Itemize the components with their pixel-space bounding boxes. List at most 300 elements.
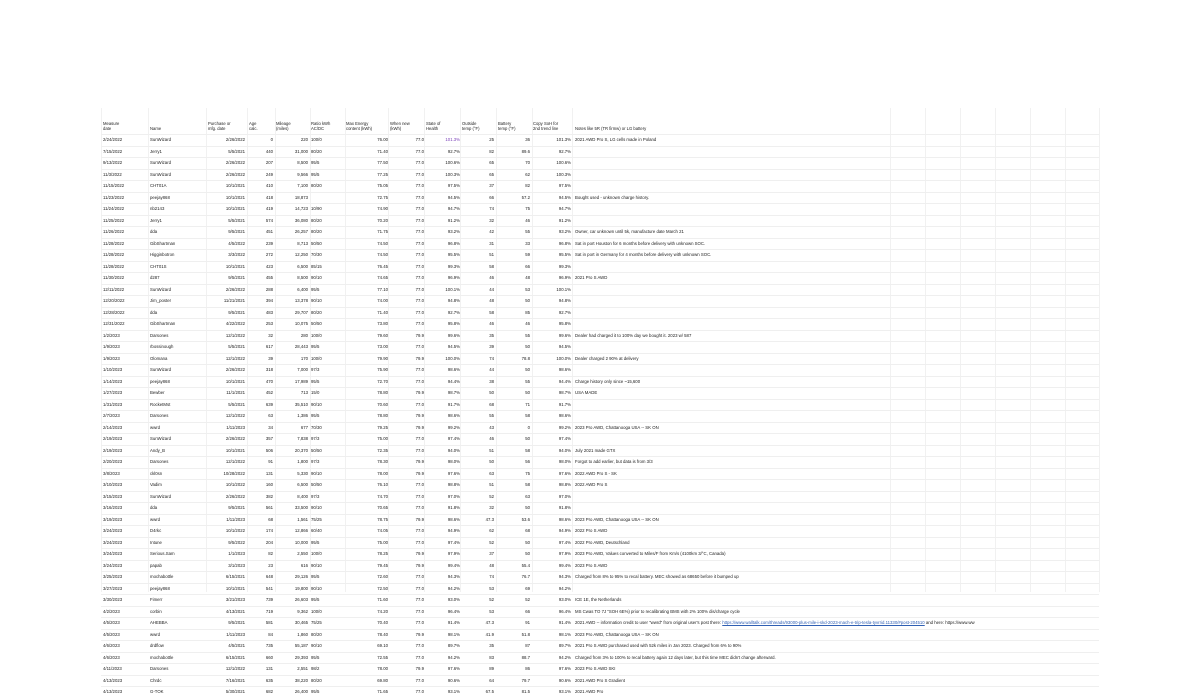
cell-age[interactable]: 617 — [265, 344, 273, 349]
cell-measure-date[interactable]: 3/30/2023 — [103, 597, 123, 602]
cell-ratio[interactable]: 98/2 — [311, 666, 320, 671]
cell-outside-temp[interactable]: 74 — [489, 574, 494, 579]
cell-max-energy[interactable]: 78.00 — [377, 666, 388, 671]
cell-notes[interactable] — [575, 538, 1098, 548]
cell-mileage[interactable]: 170 — [300, 355, 308, 361]
cell-measure-date[interactable]: 4/5/2023 — [103, 620, 120, 625]
table-row[interactable] — [101, 238, 1099, 250]
cell-measure-date[interactable]: 4/13/2023 — [103, 677, 123, 683]
cell-outside-temp[interactable]: 51 — [489, 482, 494, 487]
cell-outside-temp[interactable]: 89 — [489, 666, 494, 671]
cell-name[interactable]: CHT01A — [150, 183, 167, 188]
cell-max-energy[interactable]: 74.50 — [377, 240, 388, 246]
cell-outside-temp[interactable]: 51 — [489, 447, 494, 453]
cell-outside-temp[interactable]: 42 — [489, 229, 494, 234]
cell-soh[interactable]: 97.6% — [447, 470, 460, 476]
cell-age[interactable]: 574 — [265, 217, 273, 223]
table-row[interactable] — [101, 399, 1099, 411]
cell-age[interactable]: 253 — [265, 321, 273, 326]
cell-mileage[interactable]: 10,075 — [294, 321, 308, 326]
cell-when-new[interactable]: 79.9 — [415, 459, 424, 464]
cell-soh[interactable]: 100.6% — [445, 160, 460, 165]
cell-soh[interactable]: 97.4% — [447, 539, 460, 545]
cell-copy-soh[interactable]: 100.0% — [556, 355, 571, 361]
cell-when-new[interactable]: 77.0 — [415, 217, 424, 223]
cell-soh[interactable]: 92.7% — [447, 309, 460, 315]
table-row[interactable] — [101, 353, 1099, 365]
cell-when-new[interactable]: 79.9 — [415, 516, 424, 522]
cell-soh[interactable]: 94.5% — [447, 194, 460, 200]
cell-copy-soh[interactable]: 92.7% — [558, 148, 571, 154]
cell-max-energy[interactable]: 72.55 — [377, 654, 388, 660]
table-row[interactable] — [101, 226, 1099, 238]
cell-notes[interactable] — [575, 572, 1098, 582]
cell-purchase-date[interactable]: 10/28/2022 — [223, 470, 245, 476]
cell-max-energy[interactable]: 72.50 — [377, 585, 388, 591]
cell-purchase-date[interactable]: 11/1/2021 — [226, 390, 245, 395]
cell-max-energy[interactable]: 78.75 — [377, 516, 388, 522]
cell-soh[interactable]: 98.0% — [447, 459, 460, 464]
cell-ratio[interactable]: 95/5 — [311, 597, 320, 602]
cell-purchase-date[interactable]: 4/22/2022 — [225, 321, 245, 326]
cell-purchase-date[interactable]: 3/3/2022 — [228, 252, 245, 257]
cell-copy-soh[interactable]: 94.5% — [558, 344, 571, 349]
cell-age[interactable]: 34 — [268, 424, 273, 430]
table-row[interactable] — [101, 468, 1099, 480]
cell-when-new[interactable]: 77.0 — [415, 194, 424, 200]
cell-outside-temp[interactable]: 44 — [489, 286, 494, 292]
cell-age[interactable]: 288 — [265, 286, 273, 292]
cell-measure-date[interactable]: 11/28/2022 — [103, 263, 125, 269]
cell-notes[interactable] — [575, 273, 1098, 283]
cell-measure-date[interactable]: 4/6/2023 — [103, 654, 120, 660]
cell-when-new[interactable]: 77.0 — [415, 183, 424, 188]
cell-soh[interactable]: 98.6% — [447, 413, 460, 418]
cell-soh[interactable]: 100.3% — [445, 171, 460, 177]
cell-notes[interactable] — [575, 135, 1098, 145]
cell-ratio[interactable]: 97/3 — [311, 367, 320, 372]
cell-name[interactable]: drdflow — [150, 643, 164, 648]
table-row[interactable] — [101, 548, 1099, 560]
cell-mileage[interactable]: 616 — [300, 562, 308, 568]
cell-measure-date[interactable]: 11/3/2022 — [103, 171, 122, 177]
cell-when-new[interactable]: 77.0 — [415, 677, 424, 683]
table-row[interactable] — [101, 652, 1099, 664]
header-when-new[interactable]: When new (kWh) — [390, 121, 410, 132]
cell-name[interactable]: dda — [150, 229, 158, 234]
cell-max-energy[interactable]: 71.60 — [377, 597, 388, 602]
table-row[interactable] — [101, 272, 1099, 284]
cell-name[interactable]: Darsones — [150, 459, 169, 464]
cell-mileage[interactable]: 19,800 — [294, 585, 308, 591]
cell-purchase-date[interactable]: 12/1/2022 — [225, 666, 245, 671]
cell-max-energy[interactable]: 72.60 — [377, 574, 388, 579]
cell-soh[interactable]: 94.3% — [447, 574, 460, 579]
cell-name[interactable]: Bewber — [150, 390, 165, 395]
cell-copy-soh[interactable]: 97.6% — [558, 666, 571, 671]
cell-when-new[interactable]: 77.0 — [415, 275, 424, 280]
cell-outside-temp[interactable]: 53 — [489, 608, 494, 614]
cell-max-energy[interactable]: 78.80 — [377, 413, 388, 418]
cell-purchase-date[interactable]: 5/5/2021 — [228, 148, 245, 154]
cell-outside-temp[interactable]: 66 — [489, 194, 494, 200]
table-row[interactable] — [101, 663, 1099, 675]
cell-mileage[interactable]: 30,465 — [294, 620, 308, 625]
cell-soh[interactable]: 101.3% — [445, 137, 460, 142]
cell-outside-temp[interactable]: 38 — [489, 378, 494, 384]
cell-when-new[interactable]: 77.0 — [415, 643, 424, 648]
table-row[interactable] — [101, 318, 1099, 330]
cell-measure-date[interactable]: 4/5/2023 — [103, 631, 120, 637]
cell-purchase-date[interactable]: 2/26/2022 — [225, 286, 245, 292]
cell-soh[interactable]: 98.7% — [447, 390, 460, 395]
cell-age[interactable]: 91 — [268, 459, 273, 464]
cell-copy-soh[interactable]: 94.3% — [558, 574, 571, 579]
cell-name[interactable]: wwrd — [150, 424, 161, 430]
cell-ratio[interactable]: 50/50 — [311, 482, 322, 487]
cell-outside-temp[interactable]: 43 — [489, 424, 494, 430]
cell-max-energy[interactable]: 71.40 — [377, 309, 388, 315]
notes-link[interactable]: https://www.walltalk.com/threads/93000-plus-mile-i-skd-2023-mach-e-trip-tesla-tyvrrid.11330/#post-204510 — [722, 620, 925, 625]
cell-mileage[interactable]: 20,370 — [294, 447, 308, 453]
cell-purchase-date[interactable]: 10/1/2021 — [225, 447, 245, 453]
cell-max-energy[interactable]: 76.10 — [377, 482, 388, 487]
cell-purchase-date[interactable]: 2/26/2022 — [225, 436, 245, 441]
cell-copy-soh[interactable]: 99.3% — [558, 263, 571, 269]
header-battery-temp[interactable]: Battery temp (°F) — [498, 121, 516, 132]
cell-max-energy[interactable]: 79.25 — [377, 424, 388, 430]
cell-measure-date[interactable]: 3/27/2023 — [103, 585, 123, 591]
cell-name[interactable]: peejay868 — [150, 585, 170, 591]
cell-age[interactable]: 357 — [265, 436, 273, 441]
cell-battery-temp[interactable]: 50 — [525, 390, 530, 395]
cell-name[interactable]: SunWizard — [150, 171, 172, 177]
cell-copy-soh[interactable]: 94.8% — [558, 298, 571, 303]
table-row[interactable] — [101, 261, 1099, 273]
cell-ratio[interactable]: 50/50 — [311, 240, 322, 246]
cell-measure-date[interactable]: 11/28/2022 — [103, 252, 125, 257]
cell-mileage[interactable]: 31,000 — [294, 148, 308, 154]
cell-outside-temp[interactable]: 46 — [489, 436, 494, 441]
cell-copy-soh[interactable]: 99.6% — [558, 332, 571, 338]
cell-notes[interactable] — [575, 377, 1098, 387]
cell-name[interactable]: SunWizard — [150, 367, 172, 372]
cell-when-new[interactable]: 77.0 — [415, 505, 424, 510]
cell-measure-date[interactable]: 1/27/2023 — [103, 390, 123, 395]
cell-battery-temp[interactable]: 89.6 — [521, 148, 530, 154]
cell-ratio[interactable]: 100/0 — [311, 332, 322, 338]
cell-measure-date[interactable]: 1/9/2023 — [103, 344, 120, 349]
cell-purchase-date[interactable]: 1/1/2023 — [228, 551, 245, 556]
cell-ratio[interactable]: 95/5 — [311, 344, 320, 349]
cell-soh[interactable]: 94.0% — [447, 447, 460, 453]
cell-mileage[interactable]: 1,800 — [297, 459, 308, 464]
cell-measure-date[interactable]: 1/9/2023 — [103, 355, 120, 361]
cell-ratio[interactable]: 100/0 — [311, 355, 322, 361]
header-max-energy[interactable]: Max Energy content (kWh) — [346, 121, 373, 132]
cell-outside-temp[interactable]: 74 — [489, 355, 494, 361]
cell-ratio[interactable]: 97/3 — [311, 493, 320, 499]
cell-name[interactable]: Olomana — [150, 355, 168, 361]
cell-measure-date[interactable]: 11/30/2022 — [103, 275, 125, 280]
cell-mileage[interactable]: 280 — [300, 332, 308, 338]
cell-ratio[interactable]: 100/0 — [311, 137, 322, 142]
cell-max-energy[interactable]: 71.40 — [377, 148, 388, 154]
cell-mileage[interactable]: 7,000 — [297, 367, 308, 372]
cell-measure-date[interactable]: 4/2/2023 — [103, 608, 120, 614]
cell-mileage[interactable]: 9,566 — [297, 171, 308, 177]
cell-purchase-date[interactable]: 5/5/2021 — [228, 401, 245, 407]
cell-purchase-date[interactable]: 11/21/2021 — [223, 298, 245, 303]
cell-purchase-date[interactable]: 9/5/2021 — [228, 505, 245, 510]
cell-measure-date[interactable]: 1/31/2023 — [103, 401, 123, 407]
cell-battery-temp[interactable]: 88.7 — [521, 654, 530, 660]
table-row[interactable] — [101, 629, 1099, 641]
cell-mileage[interactable]: 8,500 — [297, 275, 308, 280]
cell-mileage[interactable]: 1,860 — [297, 631, 308, 637]
cell-notes[interactable] — [575, 561, 1098, 571]
cell-purchase-date[interactable]: 9/5/2021 — [228, 620, 245, 625]
cell-age[interactable]: 160 — [265, 482, 273, 487]
cell-outside-temp[interactable]: 48 — [489, 298, 494, 303]
cell-measure-date[interactable]: 2/24/2022 — [103, 137, 123, 142]
cell-copy-soh[interactable]: 98.0% — [558, 459, 571, 464]
cell-battery-temp[interactable]: 76.7 — [521, 574, 530, 579]
cell-copy-soh[interactable]: 97.0% — [558, 493, 571, 499]
cell-age[interactable]: 581 — [265, 620, 273, 625]
table-row[interactable] — [101, 571, 1099, 583]
cell-name[interactable]: GibShartman — [150, 321, 176, 326]
cell-name[interactable]: RocketMst — [150, 401, 171, 407]
cell-ratio[interactable]: 95/5 — [311, 654, 320, 660]
cell-when-new[interactable]: 77.0 — [415, 206, 424, 211]
table-row[interactable] — [101, 249, 1099, 261]
cell-ratio[interactable]: 80/20 — [311, 677, 322, 683]
cell-soh[interactable]: 93.1% — [447, 689, 460, 694]
cell-copy-soh[interactable]: 97.9% — [558, 551, 571, 556]
cell-max-energy[interactable]: 73.00 — [377, 344, 388, 349]
cell-measure-date[interactable]: 3/15/2023 — [103, 493, 123, 499]
header-mileage[interactable]: Mileage (miles) — [276, 121, 291, 132]
cell-purchase-date[interactable]: 10/1/2021 — [225, 585, 245, 591]
cell-mileage[interactable]: 10,000 — [294, 539, 308, 545]
cell-age[interactable]: 452 — [265, 390, 273, 395]
cell-measure-date[interactable]: 1/10/2023 — [103, 367, 123, 372]
cell-age[interactable]: 249 — [265, 171, 273, 177]
table-row[interactable] — [101, 134, 1099, 146]
cell-purchase-date[interactable]: 4/13/2021 — [225, 608, 245, 614]
cell-purchase-date[interactable]: 5/30/2021 — [225, 689, 245, 694]
cell-battery-temp[interactable]: 55 — [525, 229, 530, 234]
cell-mileage[interactable]: 29,393 — [294, 654, 308, 660]
cell-soh[interactable]: 94.8% — [447, 298, 460, 303]
cell-copy-soh[interactable]: 97.4% — [558, 436, 571, 441]
cell-age[interactable]: 648 — [265, 574, 273, 579]
cell-max-energy[interactable]: 74.00 — [377, 298, 388, 303]
cell-ratio[interactable]: 90/10 — [311, 275, 322, 280]
cell-ratio[interactable]: 85/15 — [311, 263, 322, 269]
cell-battery-temp[interactable]: 50 — [525, 551, 530, 556]
cell-name[interactable]: SunWizard — [150, 493, 172, 499]
cell-battery-temp[interactable]: 0 — [527, 424, 530, 430]
cell-copy-soh[interactable]: 96.9% — [558, 275, 571, 280]
cell-purchase-date[interactable]: 1/11/2023 — [226, 516, 245, 522]
cell-outside-temp[interactable]: 67.5 — [485, 689, 494, 694]
cell-battery-temp[interactable]: 58 — [525, 482, 530, 487]
cell-soh[interactable]: 97.0% — [447, 493, 460, 499]
cell-purchase-date[interactable]: 12/1/2022 — [225, 459, 245, 464]
cell-battery-temp[interactable]: 58 — [525, 413, 530, 418]
cell-name[interactable]: Jim_poster — [150, 298, 172, 303]
cell-measure-date[interactable]: 1/2/2023 — [103, 332, 120, 338]
cell-soh[interactable]: 98.1% — [447, 631, 460, 637]
cell-max-energy[interactable]: 79.60 — [377, 332, 388, 338]
cell-max-energy[interactable]: 78.40 — [377, 631, 388, 637]
cell-notes[interactable] — [575, 354, 1098, 364]
cell-purchase-date[interactable]: 2/26/2022 — [225, 367, 245, 372]
cell-purchase-date[interactable]: 1/11/2023 — [226, 424, 245, 430]
cell-name[interactable]: nb2143 — [150, 206, 165, 211]
cell-purchase-date[interactable]: 6/15/2021 — [225, 574, 245, 579]
cell-soh[interactable]: 94.2% — [447, 654, 460, 660]
cell-max-energy[interactable]: 77.50 — [377, 160, 388, 165]
cell-notes[interactable] — [575, 515, 1098, 525]
cell-max-energy[interactable]: 70.20 — [377, 217, 388, 223]
cell-purchase-date[interactable]: 3/21/2023 — [225, 597, 245, 602]
cell-max-energy[interactable]: 73.80 — [377, 321, 388, 326]
cell-max-energy[interactable]: 75.00 — [377, 436, 388, 441]
cell-purchase-date[interactable]: 2/26/2022 — [225, 160, 245, 165]
cell-notes[interactable] — [575, 457, 1098, 467]
cell-mileage[interactable]: 33,500 — [294, 505, 308, 510]
table-row[interactable] — [101, 583, 1099, 595]
cell-copy-soh[interactable]: 101.3% — [556, 137, 571, 142]
cell-max-energy[interactable]: 74.20 — [377, 608, 388, 614]
cell-purchase-date[interactable]: 9/5/2021 — [228, 275, 245, 280]
table-row[interactable] — [101, 376, 1099, 388]
cell-measure-date[interactable]: 3/24/2023 — [103, 528, 123, 533]
cell-age[interactable]: 318 — [265, 367, 273, 372]
cell-battery-temp[interactable]: 53 — [525, 286, 530, 292]
cell-max-energy[interactable]: 71.75 — [377, 229, 388, 234]
cell-notes[interactable] — [575, 630, 1098, 640]
cell-measure-date[interactable]: 3/25/2023 — [103, 574, 123, 579]
table-row[interactable] — [101, 295, 1099, 307]
cell-max-energy[interactable]: 78.80 — [377, 390, 388, 395]
cell-max-energy[interactable]: 78.30 — [377, 459, 388, 464]
cell-when-new[interactable]: 77.0 — [415, 378, 424, 384]
cell-name[interactable]: papab — [150, 562, 162, 568]
table-row[interactable] — [101, 606, 1099, 618]
cell-ratio[interactable]: 15/0 — [311, 390, 320, 395]
cell-ratio[interactable]: 100/0 — [311, 551, 322, 556]
cell-copy-soh[interactable]: 93.1% — [558, 689, 571, 694]
cell-max-energy[interactable]: 70.60 — [377, 401, 388, 407]
table-row[interactable] — [101, 686, 1099, 698]
cell-soh[interactable]: 89.7% — [447, 643, 460, 648]
cell-name[interactable]: Darsones — [150, 332, 169, 338]
cell-age[interactable]: 483 — [265, 309, 273, 315]
cell-name[interactable]: dda — [150, 505, 158, 510]
table-row[interactable] — [101, 617, 1099, 629]
cell-when-new[interactable]: 79.9 — [415, 424, 424, 430]
cell-measure-date[interactable]: 12/11/2022 — [103, 286, 125, 292]
cell-name[interactable]: mochabottle — [150, 574, 174, 579]
cell-notes[interactable] — [575, 676, 1098, 686]
cell-battery-temp[interactable]: 71 — [525, 401, 530, 407]
cell-mileage[interactable]: 36,080 — [294, 217, 308, 223]
cell-outside-temp[interactable]: 46 — [489, 321, 494, 326]
cell-outside-temp[interactable]: 47.3 — [485, 620, 494, 625]
cell-ratio[interactable]: 80/20 — [311, 217, 322, 223]
cell-copy-soh[interactable]: 100.1% — [556, 286, 571, 292]
cell-mileage[interactable]: 6,500 — [297, 482, 308, 487]
cell-when-new[interactable]: 79.9 — [415, 390, 424, 395]
cell-mileage[interactable]: 55,187 — [294, 643, 308, 648]
cell-age[interactable]: 0 — [270, 137, 273, 142]
cell-outside-temp[interactable]: 62 — [489, 528, 494, 533]
cell-purchase-date[interactable]: 10/1/2021 — [225, 206, 245, 211]
cell-name[interactable]: SunWizard — [150, 436, 172, 441]
cell-ratio[interactable]: 10/90 — [311, 206, 322, 211]
cell-max-energy[interactable]: 72.70 — [377, 378, 388, 384]
cell-copy-soh[interactable]: 97.5% — [558, 183, 571, 188]
cell-outside-temp[interactable]: 51 — [489, 252, 494, 257]
cell-when-new[interactable]: 77.0 — [415, 493, 424, 499]
table-row[interactable] — [101, 215, 1099, 227]
cell-measure-date[interactable]: 3/19/2023 — [103, 516, 123, 522]
cell-when-new[interactable]: 77.0 — [415, 574, 424, 579]
cell-measure-date[interactable]: 4/13/2023 — [103, 689, 123, 694]
cell-copy-soh[interactable]: 100.3% — [556, 171, 571, 177]
cell-purchase-date[interactable]: 12/1/2022 — [225, 332, 245, 338]
cell-when-new[interactable]: 77.0 — [415, 240, 424, 246]
cell-measure-date[interactable]: 4/6/2023 — [103, 643, 120, 648]
cell-battery-temp[interactable]: 63 — [525, 493, 530, 499]
cell-soh[interactable]: 99.2% — [447, 424, 460, 430]
cell-battery-temp[interactable]: 75 — [525, 470, 530, 476]
cell-mileage[interactable]: 220 — [300, 137, 308, 142]
cell-age[interactable]: 635 — [265, 677, 273, 683]
cell-ratio[interactable]: 80/20 — [311, 148, 322, 154]
cell-max-energy[interactable]: 76.45 — [377, 263, 388, 269]
cell-age[interactable]: 174 — [265, 528, 273, 533]
cell-battery-temp[interactable]: 62 — [525, 171, 530, 177]
cell-when-new[interactable]: 77.0 — [415, 608, 424, 614]
cell-mileage[interactable]: 35,510 — [294, 401, 308, 407]
cell-soh[interactable]: 95.5% — [447, 252, 460, 257]
cell-max-energy[interactable]: 74.70 — [377, 493, 388, 499]
cell-mileage[interactable]: 17,989 — [294, 378, 308, 384]
cell-soh[interactable]: 94.2% — [447, 585, 460, 591]
cell-battery-temp[interactable]: 36 — [525, 137, 530, 142]
cell-name[interactable]: Jerry1 — [150, 148, 162, 154]
cell-soh[interactable]: 98.6% — [447, 367, 460, 372]
cell-age[interactable]: 418 — [265, 194, 273, 200]
cell-measure-date[interactable]: 3/8/2023 — [103, 470, 120, 476]
table-row[interactable] — [101, 203, 1099, 215]
cell-age[interactable]: 68 — [268, 516, 273, 522]
cell-notes[interactable] — [575, 446, 1098, 456]
cell-ratio[interactable]: 75/25 — [311, 620, 322, 625]
cell-mileage[interactable]: 14,723 — [294, 206, 308, 211]
cell-name[interactable]: Higginbotron — [150, 252, 175, 257]
cell-battery-temp[interactable]: 82 — [525, 183, 530, 188]
cell-mileage[interactable]: 7,100 — [297, 183, 308, 188]
cell-soh[interactable]: 93.2% — [447, 229, 460, 234]
cell-battery-temp[interactable]: 50 — [525, 367, 530, 372]
cell-purchase-date[interactable]: 2/26/2022 — [225, 171, 245, 177]
